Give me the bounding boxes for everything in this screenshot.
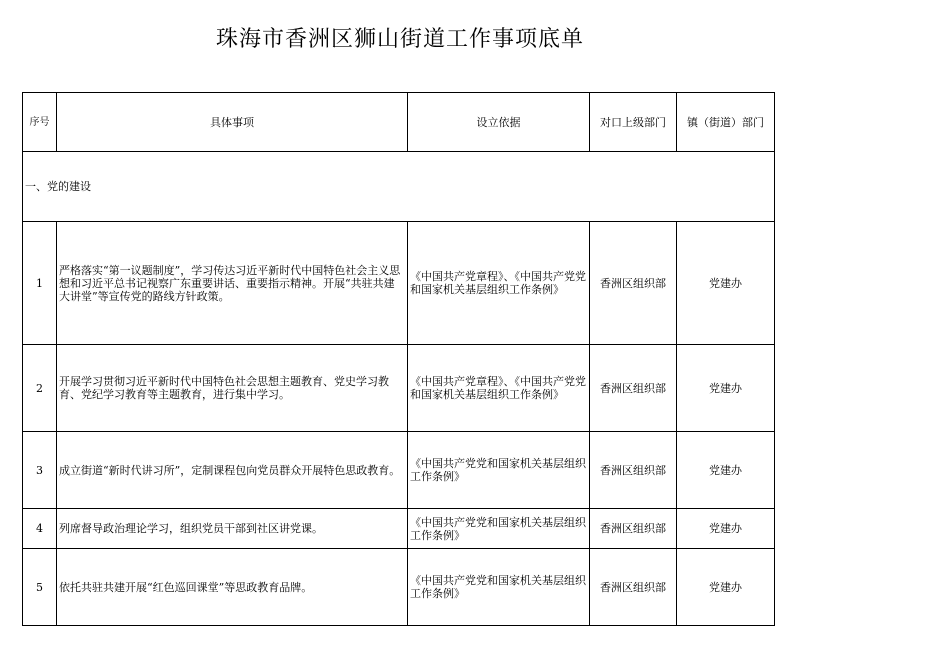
row-basis: 《中国共产党章程》、《中国共产党党和国家机关基层组织工作条例》 [408, 222, 590, 345]
row-item: 列席督导政治理论学习，组织党员干部到社区讲党课。 [57, 509, 408, 549]
row-superior-dept: 香洲区组织部 [590, 345, 677, 432]
header-no: 序号 [23, 93, 57, 152]
header-item: 具体事项 [57, 93, 408, 152]
row-no: 3 [23, 432, 57, 509]
row-basis: 《中国共产党党和国家机关基层组织工作条例》 [408, 509, 590, 549]
row-town-dept: 党建办 [677, 509, 775, 549]
row-superior-dept: 香洲区组织部 [590, 222, 677, 345]
row-town-dept: 党建办 [677, 549, 775, 626]
row-superior-dept: 香洲区组织部 [590, 509, 677, 549]
row-superior-dept: 香洲区组织部 [590, 549, 677, 626]
header-row [23, 93, 775, 152]
row-basis: 《中国共产党党和国家机关基层组织工作条例》 [408, 549, 590, 626]
row-no: 4 [23, 509, 57, 549]
row-no: 5 [23, 549, 57, 626]
table-row [23, 432, 775, 509]
table-row [23, 509, 775, 549]
section-title: 一、党的建设 [23, 152, 775, 222]
row-town-dept: 党建办 [677, 222, 775, 345]
table-row [23, 222, 775, 345]
row-item: 依托共驻共建开展“红色巡回课堂”等思政教育品牌。 [57, 549, 408, 626]
header-superior-dept: 对口上级部门 [590, 93, 677, 152]
row-basis: 《中国共产党党和国家机关基层组织工作条例》 [408, 432, 590, 509]
row-basis: 《中国共产党章程》、《中国共产党党和国家机关基层组织工作条例》 [408, 345, 590, 432]
row-town-dept: 党建办 [677, 432, 775, 509]
row-no: 2 [23, 345, 57, 432]
row-item: 成立街道“新时代讲习所”，定制课程包向党员群众开展特色思政教育。 [57, 432, 408, 509]
header-town-dept: 镇（街道）部门 [677, 93, 775, 152]
page-title: 珠海市香洲区狮山街道工作事项底单 [215, 27, 584, 52]
table-row [23, 345, 775, 432]
work-items-table [22, 92, 775, 626]
row-no: 1 [23, 222, 57, 345]
row-superior-dept: 香洲区组织部 [590, 432, 677, 509]
row-item: 开展学习贯彻习近平新时代中国特色社会思想主题教育、党史学习教育、党纪学习教育等主题教育，进行集中学习。 [57, 345, 408, 432]
row-item: 严格落实“第一议题制度”，学习传达习近平新时代中国特色社会主义思想和习近平总书记视察广东重要讲话、重要指示精神。开展“共驻共建大讲堂”等宣传党的路线方针政策。 [57, 222, 408, 345]
section-row [23, 152, 775, 222]
row-town-dept: 党建办 [677, 345, 775, 432]
header-basis: 设立依据 [408, 93, 590, 152]
table-row [23, 549, 775, 626]
